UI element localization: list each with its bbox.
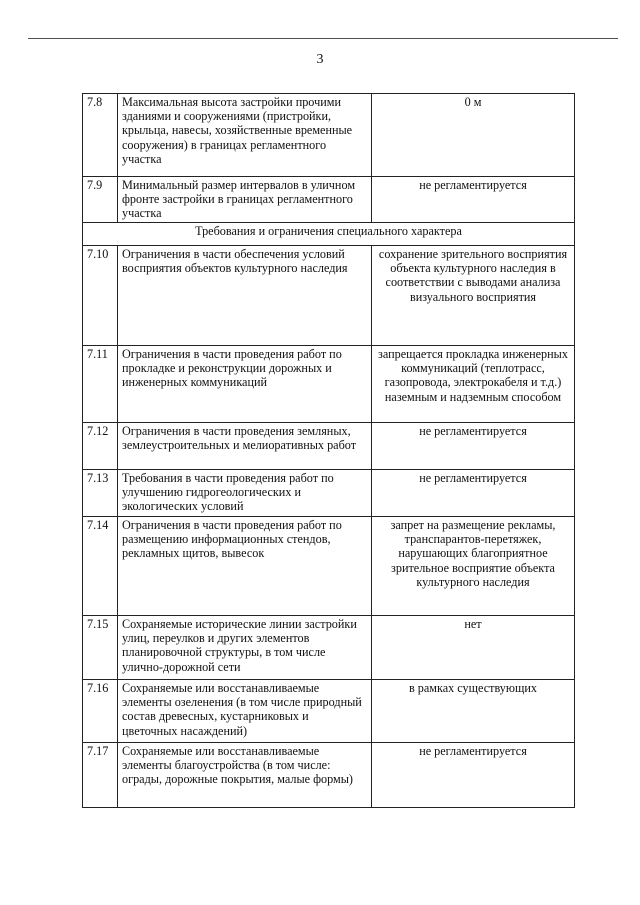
section-header: Требования и ограничения специального характера bbox=[83, 223, 575, 246]
row-value: сохранение зрительного восприятия объекта культурного наследия в соответствии с выводами анализа визуального восприятия bbox=[372, 246, 575, 346]
row-description: Максимальная высота застройки прочими зданиями и сооружениями (пристройки, крыльца, навесы, хозяйственные временные сооружения) в границах регламентного участка bbox=[118, 94, 372, 177]
row-value: в рамках существующих bbox=[372, 680, 575, 743]
regulations-table bbox=[82, 93, 575, 808]
table-row bbox=[83, 680, 575, 743]
row-value: 0 м bbox=[372, 94, 575, 177]
row-value: не регламентируется bbox=[372, 470, 575, 517]
row-description: Минимальный размер интервалов в уличном фронте застройки в границах регламентного участка bbox=[118, 177, 372, 223]
row-description: Сохраняемые исторические линии застройки улиц, переулков и других элементов планировочной структуры, в том числе улично-дорожной сети bbox=[118, 616, 372, 680]
row-description: Сохраняемые или восстанавливаемые элементы благоустройства (в том числе: ограды, дорожные покрытия, малые формы) bbox=[118, 743, 372, 808]
row-number: 7.9 bbox=[83, 177, 118, 223]
row-value: запрет на размещение рекламы, транспарантов-перетяжек, нарушающих благоприятное зрительное восприятие объекта культурного наследия bbox=[372, 517, 575, 616]
page-number: 3 bbox=[316, 52, 324, 67]
table-row bbox=[83, 470, 575, 517]
table-row bbox=[83, 616, 575, 680]
row-value: нет bbox=[372, 616, 575, 680]
table-row bbox=[83, 346, 575, 423]
row-number: 7.10 bbox=[83, 246, 118, 346]
row-value: не регламентируется bbox=[372, 743, 575, 808]
row-description: Ограничения в части проведения работ по размещению информационных стендов, рекламных щитов, вывесок bbox=[118, 517, 372, 616]
row-number: 7.8 bbox=[83, 94, 118, 177]
row-description: Ограничения в части проведения работ по прокладке и реконструкции дорожных и инженерных коммуникаций bbox=[118, 346, 372, 423]
table-row bbox=[83, 517, 575, 616]
row-number: 7.17 bbox=[83, 743, 118, 808]
table-row bbox=[83, 743, 575, 808]
row-number: 7.11 bbox=[83, 346, 118, 423]
row-description: Требования в части проведения работ по улучшению гидрогеологических и экологических условий bbox=[118, 470, 372, 517]
row-description: Сохраняемые или восстанавливаемые элементы озеленения (в том числе природный состав древесных, кустарниковых и цветочных насаждений) bbox=[118, 680, 372, 743]
section-header-row bbox=[83, 223, 575, 246]
row-description: Ограничения в части обеспечения условий восприятия объектов культурного наследия bbox=[118, 246, 372, 346]
top-rule bbox=[28, 38, 618, 39]
row-number: 7.15 bbox=[83, 616, 118, 680]
row-value: не регламентируется bbox=[372, 423, 575, 470]
row-number: 7.14 bbox=[83, 517, 118, 616]
row-value: запрещается прокладка инженерных коммуникаций (теплотрасс, газопровода, электрокабеля и т.д.) наземным и надземным способом bbox=[372, 346, 575, 423]
row-number: 7.12 bbox=[83, 423, 118, 470]
table-row bbox=[83, 94, 575, 177]
table-row bbox=[83, 246, 575, 346]
row-number: 7.13 bbox=[83, 470, 118, 517]
table-row bbox=[83, 423, 575, 470]
table-row bbox=[83, 177, 575, 223]
row-number: 7.16 bbox=[83, 680, 118, 743]
row-value: не регламентируется bbox=[372, 177, 575, 223]
row-description: Ограничения в части проведения земляных, землеустроительных и мелиоративных работ bbox=[118, 423, 372, 470]
